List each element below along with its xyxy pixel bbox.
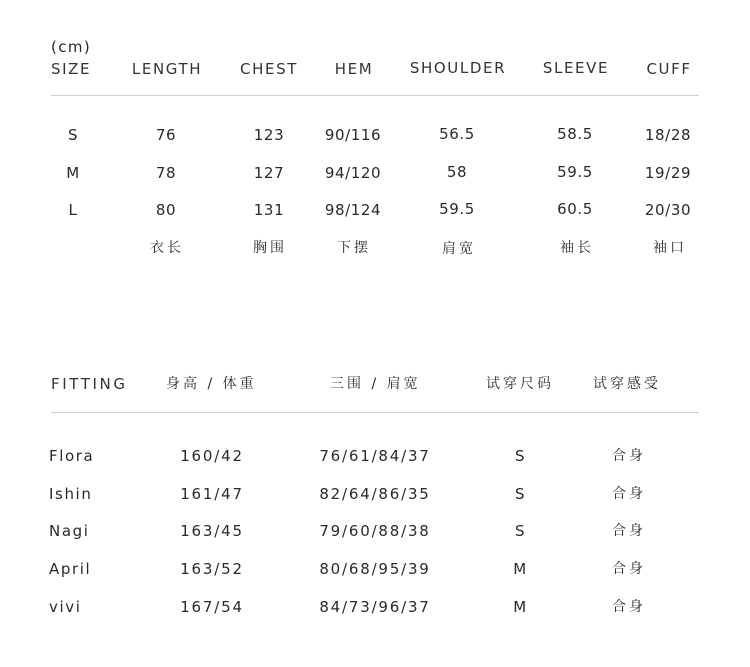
shoulder-cell: 59.5 [439, 200, 475, 218]
header-cuff: CUFF [646, 60, 692, 78]
fit-feeling-cell: 合身 [612, 486, 646, 502]
tried-size-cell: S [514, 522, 526, 540]
model-name: Nagi [49, 522, 90, 540]
tried-size-cell: S [514, 485, 526, 503]
header-hem: HEM [334, 60, 374, 78]
measurements-cell: 84/73/96/37 [319, 598, 431, 616]
model-name: vivi [49, 598, 82, 616]
header-shoulder: SHOULDER [409, 59, 507, 77]
header-height-weight: 身高 / 体重 [166, 376, 257, 392]
model-name: Flora [49, 447, 95, 465]
height-weight-cell: 163/45 [180, 522, 244, 540]
height-weight-cell: 163/52 [180, 560, 244, 578]
fitting-divider [51, 412, 699, 413]
size-cell: S [67, 126, 79, 144]
header-fit-feeling: 试穿感受 [593, 376, 661, 392]
header-size: SIZE [51, 60, 92, 78]
measurements-cell: 79/60/88/38 [319, 522, 431, 540]
shoulder-cell: 58 [446, 163, 468, 181]
cuff-cell: 20/30 [644, 201, 692, 219]
measurements-cell: 80/68/95/39 [319, 560, 431, 578]
measurements-cell: 76/61/84/37 [319, 447, 431, 465]
model-name: Ishin [49, 485, 93, 503]
label-shoulder-cn: 肩宽 [442, 241, 476, 257]
cuff-cell: 19/29 [644, 164, 692, 182]
header-fitting: FITTING [51, 375, 128, 393]
chest-cell: 127 [253, 164, 285, 182]
label-chest-cn: 胸围 [253, 240, 287, 256]
label-length-cn: 衣长 [150, 240, 184, 256]
fit-feeling-cell: 合身 [612, 448, 646, 464]
label-hem-cn: 下摆 [337, 240, 371, 256]
hem-cell: 90/116 [324, 126, 382, 144]
height-weight-cell: 160/42 [180, 447, 244, 465]
height-weight-cell: 161/47 [180, 485, 244, 503]
length-cell: 78 [155, 164, 177, 182]
size-cell: L [68, 201, 78, 219]
header-length: LENGTH [131, 60, 203, 78]
fit-feeling-cell: 合身 [612, 561, 646, 577]
height-weight-cell: 167/54 [180, 598, 244, 616]
header-divider [51, 95, 699, 96]
tried-size-cell: S [514, 447, 526, 465]
fit-feeling-cell: 合身 [612, 599, 646, 615]
sleeve-cell: 58.5 [557, 125, 593, 143]
header-sleeve: SLEEVE [542, 59, 610, 77]
measurements-cell: 82/64/86/35 [319, 485, 431, 503]
hem-cell: 94/120 [324, 164, 382, 182]
shoulder-cell: 56.5 [439, 125, 475, 143]
label-sleeve-cn: 袖长 [560, 240, 594, 256]
model-name: April [49, 560, 92, 578]
chest-cell: 123 [253, 126, 285, 144]
cuff-cell: 18/28 [644, 126, 692, 144]
fit-feeling-cell: 合身 [612, 523, 646, 539]
tried-size-cell: M [513, 598, 527, 616]
sleeve-cell: 60.5 [557, 200, 593, 218]
header-chest: CHEST [240, 60, 298, 78]
length-cell: 76 [155, 126, 177, 144]
length-cell: 80 [155, 201, 177, 219]
chest-cell: 131 [253, 201, 285, 219]
label-cuff-cn: 袖口 [653, 240, 687, 256]
sleeve-cell: 59.5 [557, 163, 593, 181]
unit-label: (cm) [51, 38, 92, 56]
size-cell: M [66, 164, 80, 182]
tried-size-cell: M [513, 560, 527, 578]
hem-cell: 98/124 [324, 201, 382, 219]
header-measurements: 三围 / 肩宽 [330, 376, 421, 392]
header-tried-size: 试穿尺码 [486, 376, 554, 392]
